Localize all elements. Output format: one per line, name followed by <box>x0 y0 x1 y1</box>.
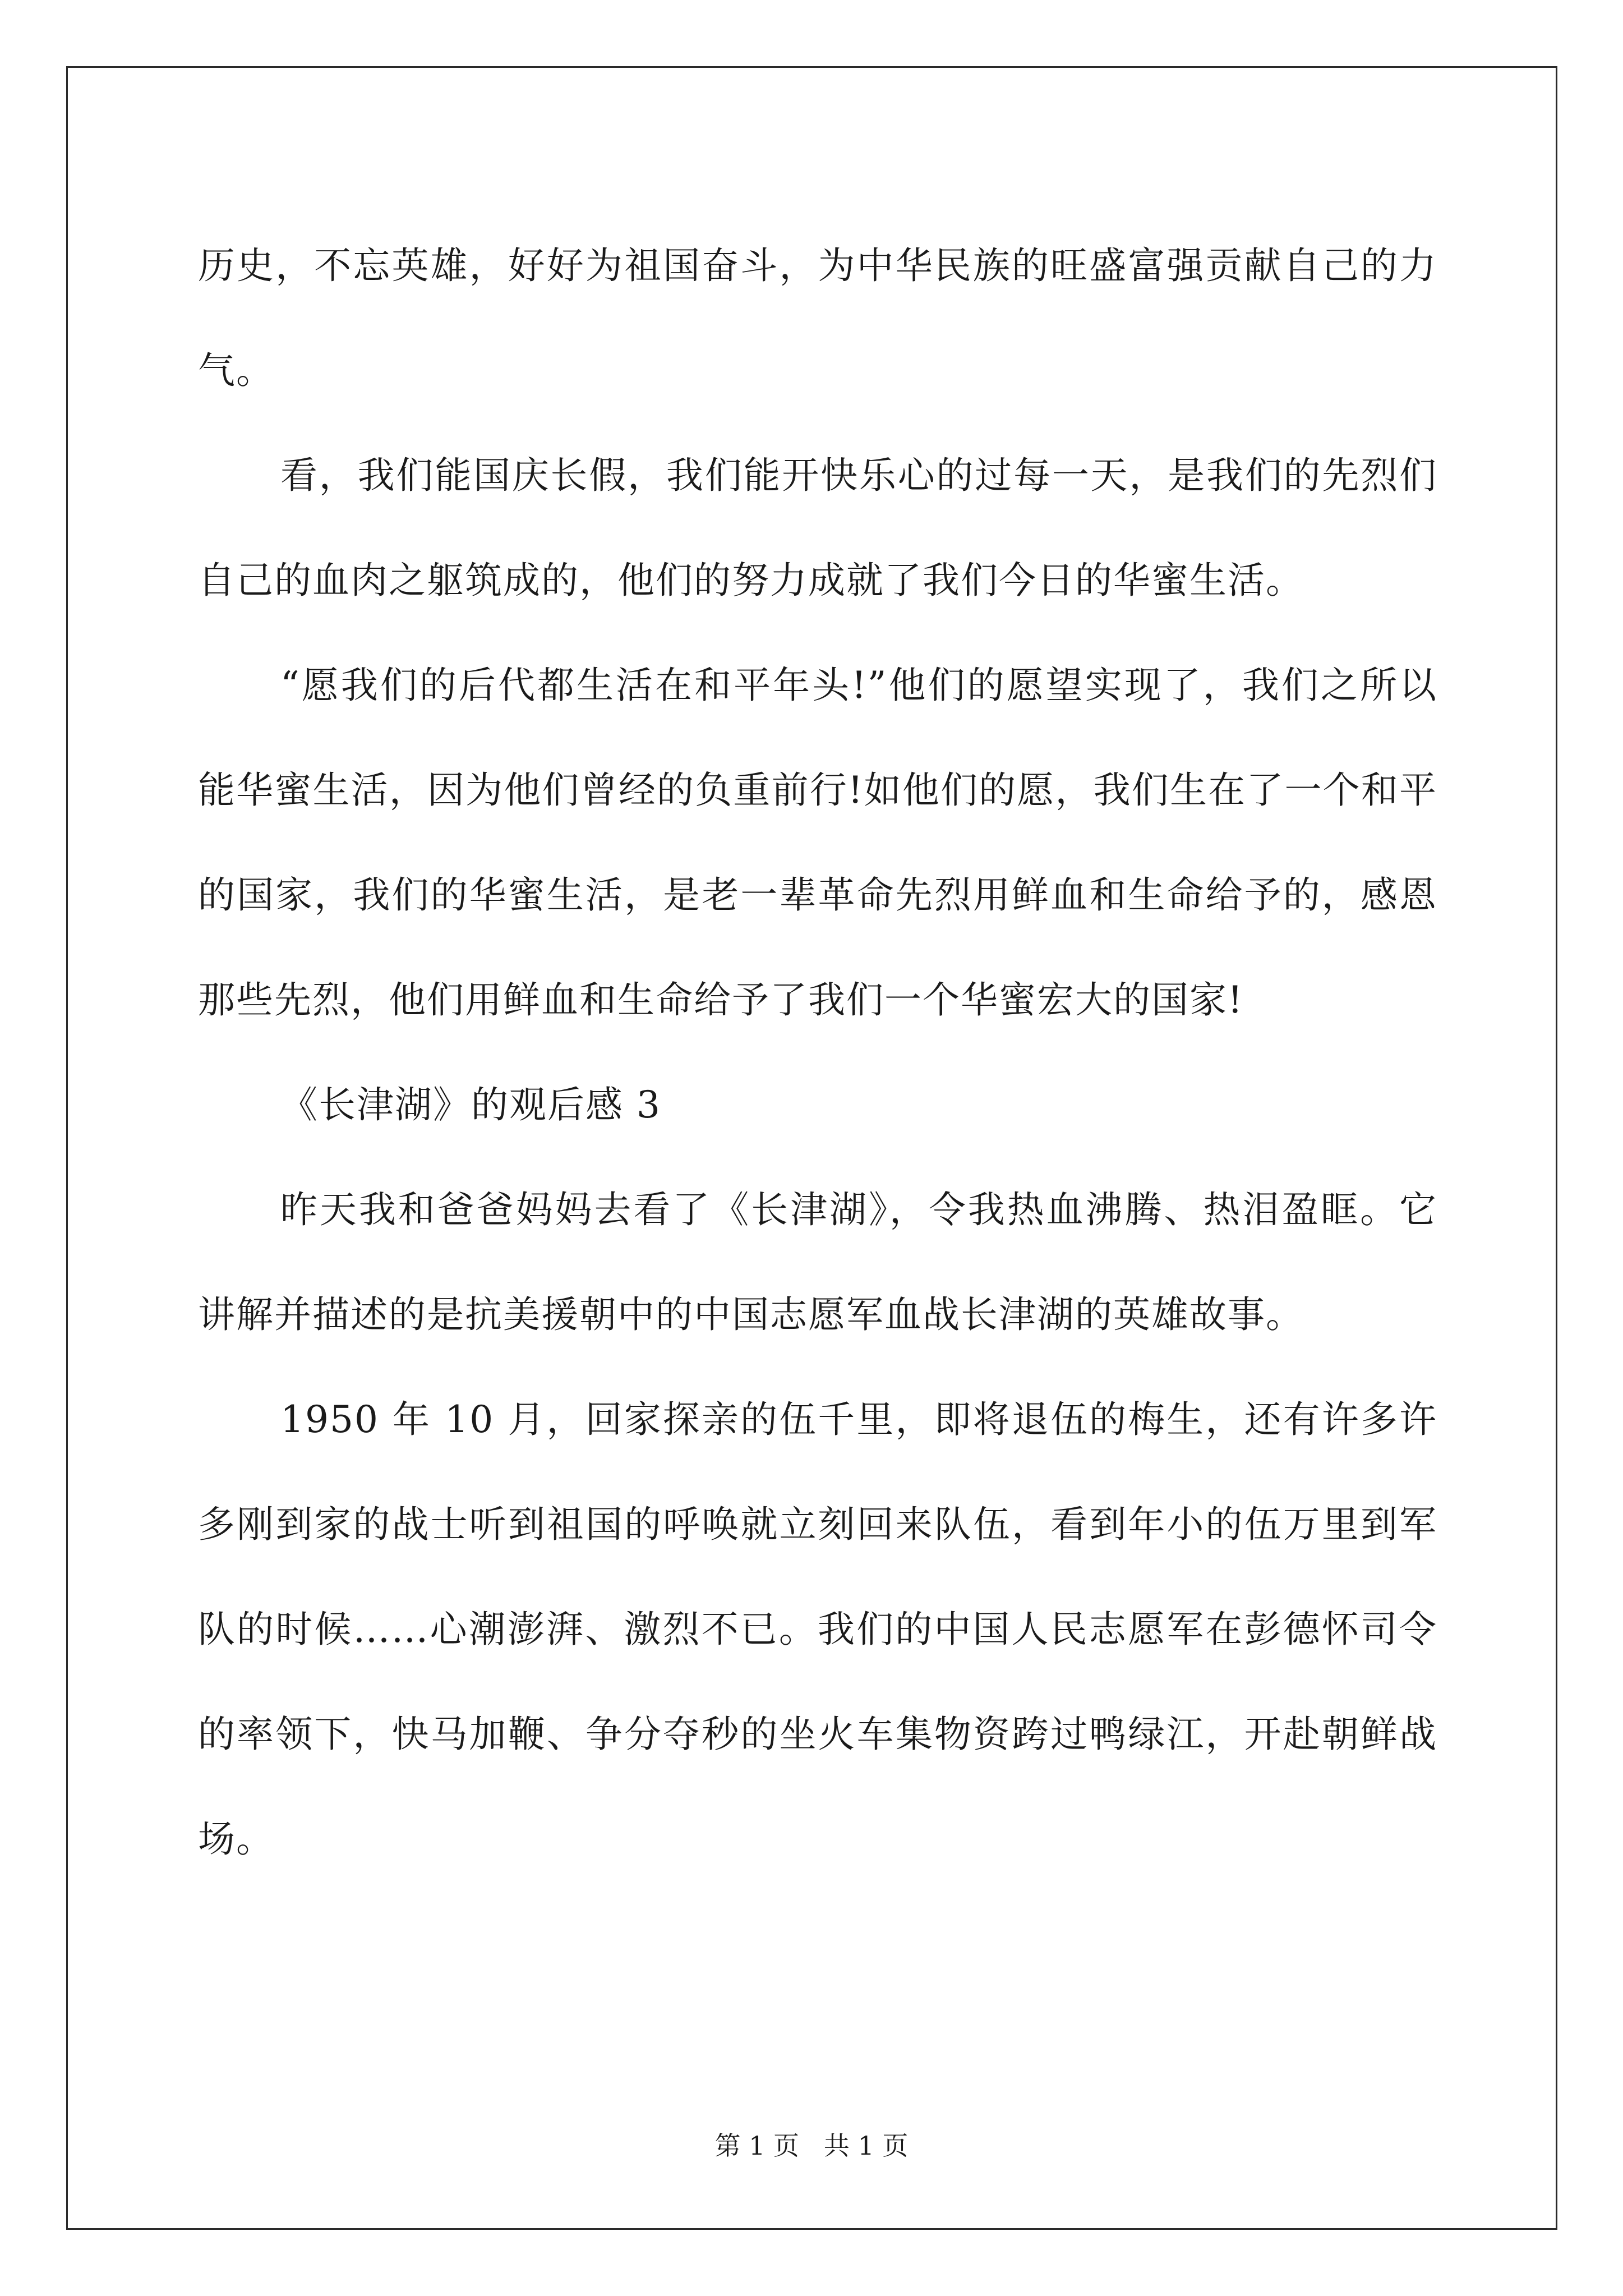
section-title: 《长津湖》的观后感 3 <box>280 1083 661 1126</box>
paragraph: 昨天我和爸爸妈妈去看了《长津湖》，令我热血沸腾、热泪盈眶。它讲解并描述的是抗美援朝中的中国志愿军血战长津湖的英雄故事。 <box>198 1188 1437 1336</box>
page-footer: 第 1 页 共 1 页 <box>714 2131 909 2161</box>
document-body <box>198 213 1437 1892</box>
paragraph: “愿我们的后代都生活在和平年头!”他们的愿望实现了，我们之所以能华蜜生活，因为他们曾经的负重前行!如他们的愿，我们生在了一个和平的国家，我们的华蜜生活，是老一辈革命先烈用鲜血和生命给予的，感恩那些先烈，他们用鲜血和生命给予了我们一个华蜜宏大的国家! <box>198 664 1437 1022</box>
paragraph: 看，我们能国庆长假，我们能开快乐心的过每一天，是我们的先烈们自己的血肉之躯筑成的，他们的努力成就了我们今日的华蜜生活。 <box>198 454 1437 602</box>
paragraph: 历史，不忘英雄，好好为祖国奋斗，为中华民族的旺盛富强贡献自己的力气。 <box>198 244 1437 392</box>
paragraph: 1950 年 10 月，回家探亲的伍千里，即将退伍的梅生，还有许多许多刚到家的战士听到祖国的呼唤就立刻回来队伍，看到年小的伍万里到军队的时候……心潮澎湃、激烈不已。我们的中国人民志愿军在彭德怀司令的率领下，快马加鞭、争分夺秒的坐火车集物资跨过鸭绿江，开赴朝鲜战场。 <box>198 1398 1437 1861</box>
